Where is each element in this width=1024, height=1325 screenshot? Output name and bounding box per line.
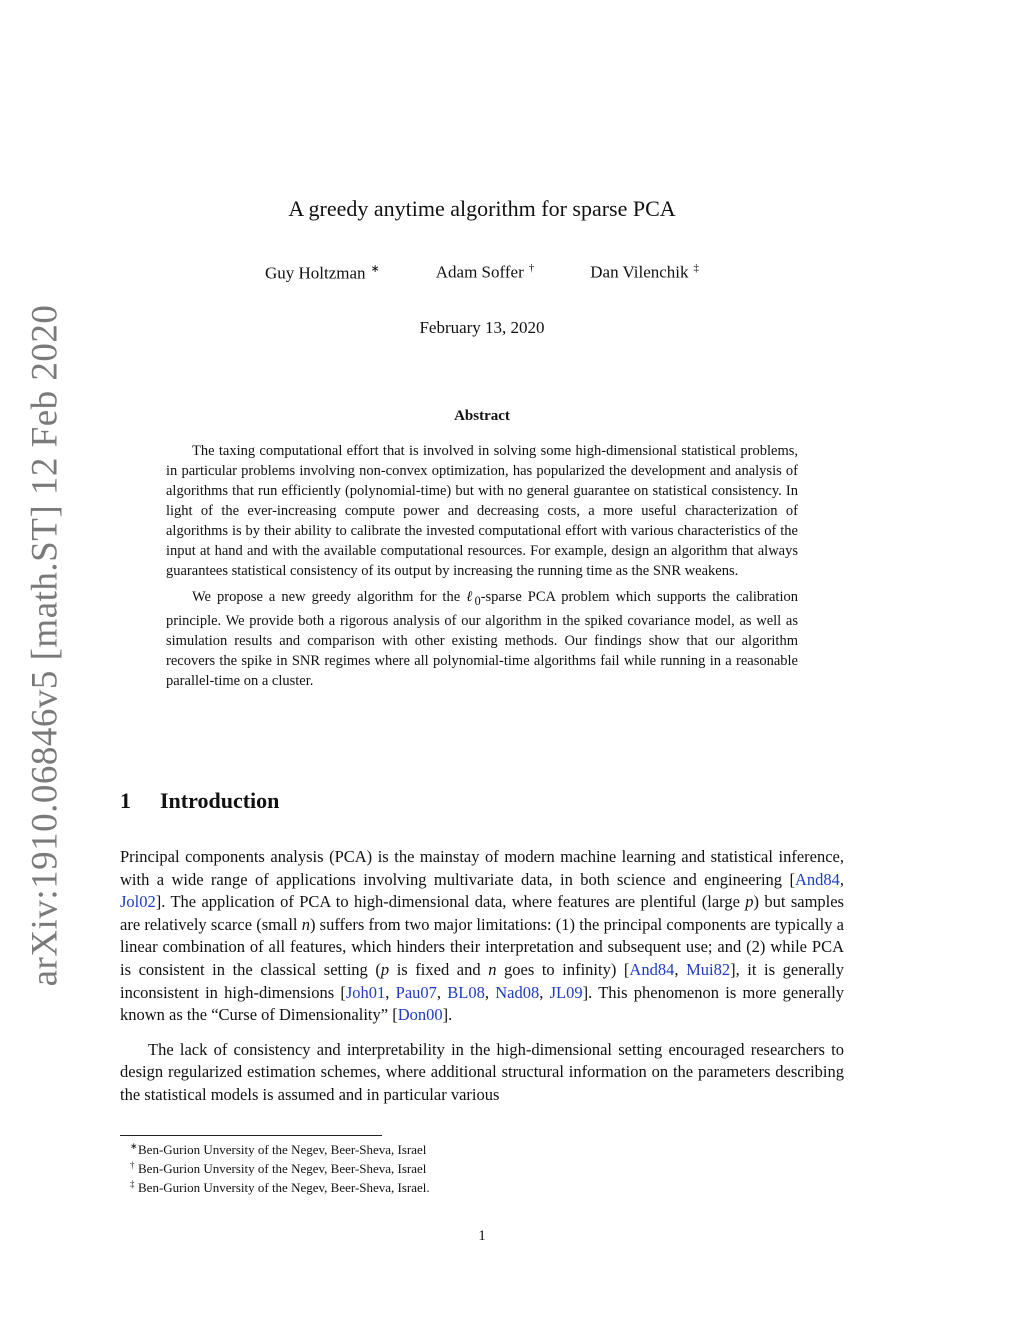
footnote-marker[interactable]: ‡: [693, 262, 700, 274]
footnotes: [130, 1140, 430, 1197]
citation-link[interactable]: Pau07: [395, 982, 437, 1002]
introduction-body: [120, 846, 844, 1107]
body-paragraph: The lack of consistency and interpretability in the high-dimensional setting encouraged researchers to design regularized estimation schemes, where additional structural information on the parameters describing the statistical models is assumed and in particular various: [120, 1039, 844, 1104]
author-list: [120, 262, 844, 284]
section-heading: [120, 788, 279, 814]
arxiv-sidebar-stamp: [20, 304, 70, 986]
citation-link[interactable]: JL09: [549, 982, 583, 1002]
abstract-heading: Abstract: [454, 408, 510, 424]
citation-link[interactable]: Mui82: [686, 959, 731, 979]
citation-link[interactable]: And84: [794, 869, 840, 889]
abstract-paragraph: We propose a new greedy algorithm for the ℓ$_0$-sparse PCA problem which supports the calibration principle. We provide both a rigorous analysis of our algorithm in the spiked covariance model, as well as simulation results and comparison with other existing methods. Our findings show that our algorithm recovers the spike in SNR regimes where all polynomial-time algorithms fail while running in a reasonable parallel-time on a cluster.: [166, 589, 798, 689]
footnote-marker[interactable]: ∗: [370, 263, 380, 275]
footnote: † Ben-Gurion Unversity of the Negev, Beer-Sheva, Israel: [130, 1160, 427, 1176]
section-title: Introduction: [160, 788, 280, 813]
abstract-body: [166, 441, 798, 691]
paper-title: A greedy anytime algorithm for sparse PCA: [288, 196, 676, 221]
math-variable: p: [745, 892, 754, 912]
arxiv-identifier: arXiv:1910.06846v5 [math.ST] 12 Feb 2020: [24, 304, 66, 986]
citation-link[interactable]: And84: [629, 959, 675, 979]
abstract-paragraph: The taxing computational effort that is involved in solving some high-dimensional statistical problems, in particular problems involving non-convex optimization, has popularized the development and analysis of algorithms that run efficiently (polynomial-time) but with no general guarantee on statistical consistency. In light of the ever-increasing compute power and decreasing costs, a more useful characterization of algorithms is by their ability to calibrate the invested computational effort with various characteristics of the input at hand and with the available computational resources. For example, design an algorithm that always guarantees statistical consistency of its output by increasing the running time as the SNR weakens.: [166, 443, 798, 579]
citation-link[interactable]: Nad08: [495, 982, 540, 1002]
body-paragraph: Principal components analysis (PCA) is the mainstay of modern machine learning and statistical inference, with a wide range of applications involving multivariate data, in both science and engineering [And84, Jol02]. The application of PCA to high-dimensional data, where features are plentiful (large p) but samples are relatively scarce (small n) suffers from two major limitations: (1) the principal components are typically a linear combination of all features, which hinders their interpretation and subsequent use; and (2) while PCA is consistent in the classical setting (p is fixed and n goes to infinity) [And84, Mui82], it is generally inconsistent in high-dimensions [Joh01, Pau07, BL08, Nad08, JL09]. This phenomenon is more generally known as the “Curse of Dimensionality” [Don00].: [120, 847, 845, 1025]
math-variable: n: [488, 959, 497, 979]
page-number: 1: [478, 1228, 486, 1244]
math-variable: n: [301, 914, 310, 934]
section-number: 1: [120, 788, 131, 813]
author: Guy Holtzman ∗: [264, 263, 380, 283]
citation-link[interactable]: Jol02: [120, 892, 156, 912]
citation-link[interactable]: Don00: [397, 1005, 443, 1025]
footnote-divider: [120, 1135, 382, 1136]
citation-link[interactable]: Joh01: [345, 982, 386, 1002]
author: Dan Vilenchik ‡: [590, 262, 700, 282]
publication-date: February 13, 2020: [419, 318, 545, 337]
author: Adam Soffer †: [435, 262, 535, 282]
math-variable: p: [380, 959, 390, 979]
citation-link[interactable]: BL08: [447, 982, 485, 1002]
math-subscript: 0: [474, 593, 481, 608]
math-ell: ℓ: [466, 589, 475, 605]
footnote: ∗ Ben-Gurion Unversity of the Negev, Beer-Sheva, Israel: [130, 1141, 427, 1157]
footnote: ‡ Ben-Gurion Unversity of the Negev, Beer-Sheva, Israel.: [130, 1179, 430, 1195]
footnote-marker[interactable]: †: [528, 262, 535, 274]
